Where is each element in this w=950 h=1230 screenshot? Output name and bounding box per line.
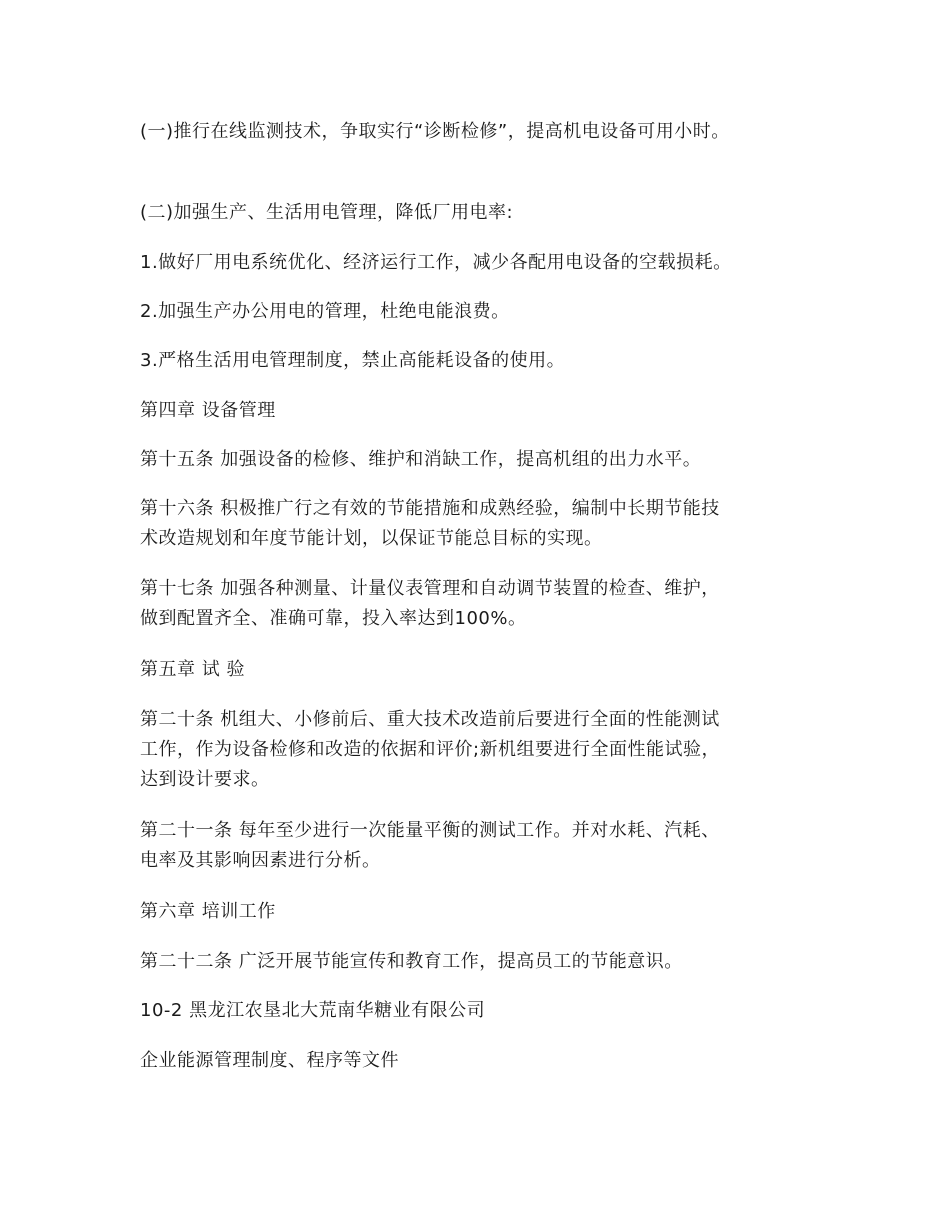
paragraph-item-1 <box>140 248 820 278</box>
text-line: 第五章 试 验 <box>140 659 245 680</box>
chapter-heading-5 <box>140 655 820 685</box>
paragraph-power-management <box>140 198 820 228</box>
article-17 <box>140 574 820 634</box>
article-21 <box>140 816 820 876</box>
text-line: 第十五条 加强设备的检修、维护和消缺工作，提高机组的出力水平。 <box>140 449 702 470</box>
text-line: 做到配置齐全、准确可靠，投入率达到100%。 <box>140 608 527 629</box>
paragraph-item-2 <box>140 297 820 327</box>
article-15 <box>140 445 820 475</box>
article-22 <box>140 947 820 977</box>
text-line: 第六章 培训工作 <box>140 901 276 922</box>
text-line: 第二十条 机组大、小修前后、重大技术改造前后要进行全面的性能测试 <box>140 709 720 730</box>
text-line: 企业能源管理制度、程序等文件 <box>140 1050 399 1071</box>
text-line: 第十七条 加强各种测量、计量仪表管理和自动调节装置的检查、维护， <box>140 578 720 599</box>
paragraph-item-3 <box>140 346 820 376</box>
article-16 <box>140 494 820 554</box>
company-title <box>140 996 820 1026</box>
text-line: 3.严格生活用电管理制度，禁止高能耗设备的使用。 <box>140 350 566 371</box>
text-line: 第二十二条 广泛开展节能宣传和教育工作，提高员工的节能意识。 <box>140 951 683 972</box>
text-line: 第四章 设备管理 <box>140 400 276 421</box>
text-line: 电率及其影响因素进行分析。 <box>140 850 381 871</box>
paragraph-online-monitoring <box>140 117 820 147</box>
text-line: 2.加强生产办公用电的管理，杜绝电能浪费。 <box>140 301 510 322</box>
article-20 <box>140 705 820 795</box>
text-line: 第十六条 积极推广行之有效的节能措施和成熟经验，编制中长期节能技 <box>140 498 720 519</box>
text-line: 术改造规划和年度节能计划，以保证节能总目标的实现。 <box>140 528 603 549</box>
text-line: 达到设计要求。 <box>140 769 270 790</box>
chapter-heading-6 <box>140 897 820 927</box>
text-line: (一)推行在线监测技术，争取实行“诊断检修”，提高机电设备可用小时。 <box>140 121 730 142</box>
chapter-heading-4 <box>140 396 820 426</box>
document-subtitle <box>140 1046 820 1076</box>
text-line: 1.做好厂用电系统优化、经济运行工作，减少各配用电设备的空载损耗。 <box>140 252 732 273</box>
text-line: (二)加强生产、生活用电管理，降低厂用电率: <box>140 202 514 223</box>
text-line: 10-2 黑龙江农垦北大荒南华糖业有限公司 <box>140 1000 486 1021</box>
text-line: 工作，作为设备检修和改造的依据和评价;新机组要进行全面性能试验， <box>140 739 721 760</box>
text-line: 第二十一条 每年至少进行一次能量平衡的测试工作。并对水耗、汽耗、 <box>140 820 720 841</box>
